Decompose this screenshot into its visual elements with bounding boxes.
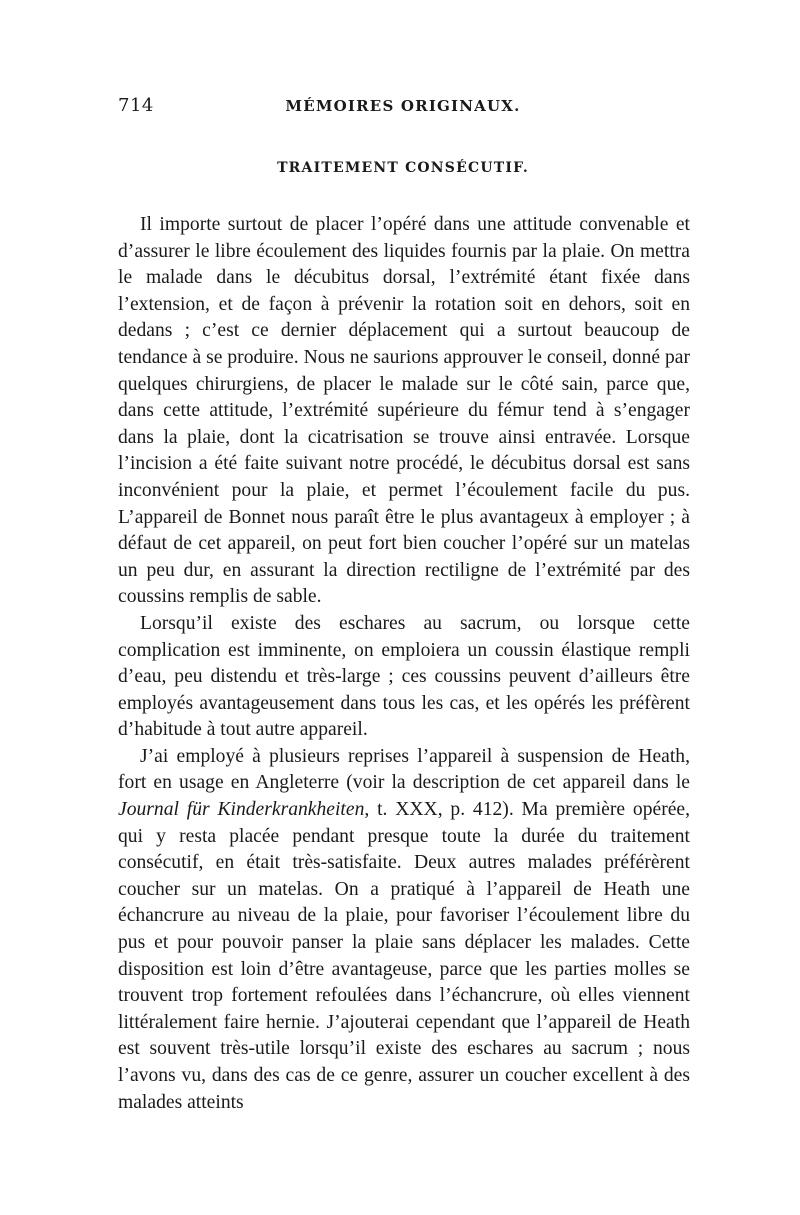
- paragraph-3-text-after: , t. XXX, p. 412). Ma première opérée, qui y resta placée pendant presque toute la durée du traitement consécutif, en était très-satisfaite. Deux autres malades préférèrent coucher sur un matelas. On a pratiqué à l’appareil de Heath une échancrure au niveau de la plaie, pour favoriser l’écoulement libre du pus et pour pouvoir panser la plaie sans déplacer les malades. Cette disposition est loin d’être avantageuse, parce que les parties molles se trouvent trop fortement refoulées dans l’échancrure, où elles viennent littéralement faire hernie. J’ajouterai cependant que l’appareil de Heath est souvent très-utile lorsqu’il existe des eschares au sacrum ; nous l’avons vu, dans des cas de ce genre, assurer un coucher excellent à des malades atteints: [118, 799, 691, 1113]
- paragraph-3-text-before: J’ai employé à plusieurs reprises l’appareil à suspension de Heath, fort en usage en Angleterre (voir la description de cet appareil dans le: [118, 745, 690, 794]
- page-number: 714: [118, 95, 154, 116]
- journal-title: Journal für Kinderkrankheiten: [118, 799, 365, 821]
- paragraph-2: Lorsqu’il existe des eschares au sacrum, ou lorsque cette complication est imminente, on emploiera un coussin élastique rempli d’eau, peu distendu et très-large ; ces coussins peuvent d’ailleurs être employés avantageusement dans tous les cas, et les opérés les préfèrent d’habitude à tout autre appareil.: [118, 612, 690, 741]
- paragraph-3: [118, 744, 690, 1116]
- body-text: [118, 212, 690, 1116]
- running-header: [118, 95, 688, 119]
- section-title: TRAITEMENT CONSÉCUTIF.: [277, 160, 529, 176]
- paragraph-1: Il importe surtout de placer l’opéré dans une attitude convenable et d’assurer le libre écoulement des liquides fournis par la plaie. On mettra le malade dans le décubitus dorsal, l’extrémité étant fixée dans l’extension, et de façon à prévenir la rotation soit en dehors, soit en dedans ; c’est ce dernier déplacement qui a surtout beaucoup de tendance à se produire. Nous ne saurions approuver le conseil, donné par quelques chirurgiens, de placer le malade sur le côté sain, parce que, dans cette attitude, l’extrémité supérieure du fémur tend à s’engager dans la plaie, dont la cicatrisation se trouve ainsi entravée. Lorsque l’incision a été faite suivant notre procédé, le décubitus dorsal est sans inconvénient pour la plaie, et permet l’écoulement facile du pus. L’appareil de Bonnet nous paraît être le plus avantageux à employer ; à défaut de cet appareil, on peut fort bien coucher l’opéré sur un matelas un peu dur, en assurant la direction rectiligne de l’extrémité par des coussins remplis de sable.: [118, 214, 690, 608]
- running-title: MÉMOIRES ORIGINAUX.: [285, 97, 521, 115]
